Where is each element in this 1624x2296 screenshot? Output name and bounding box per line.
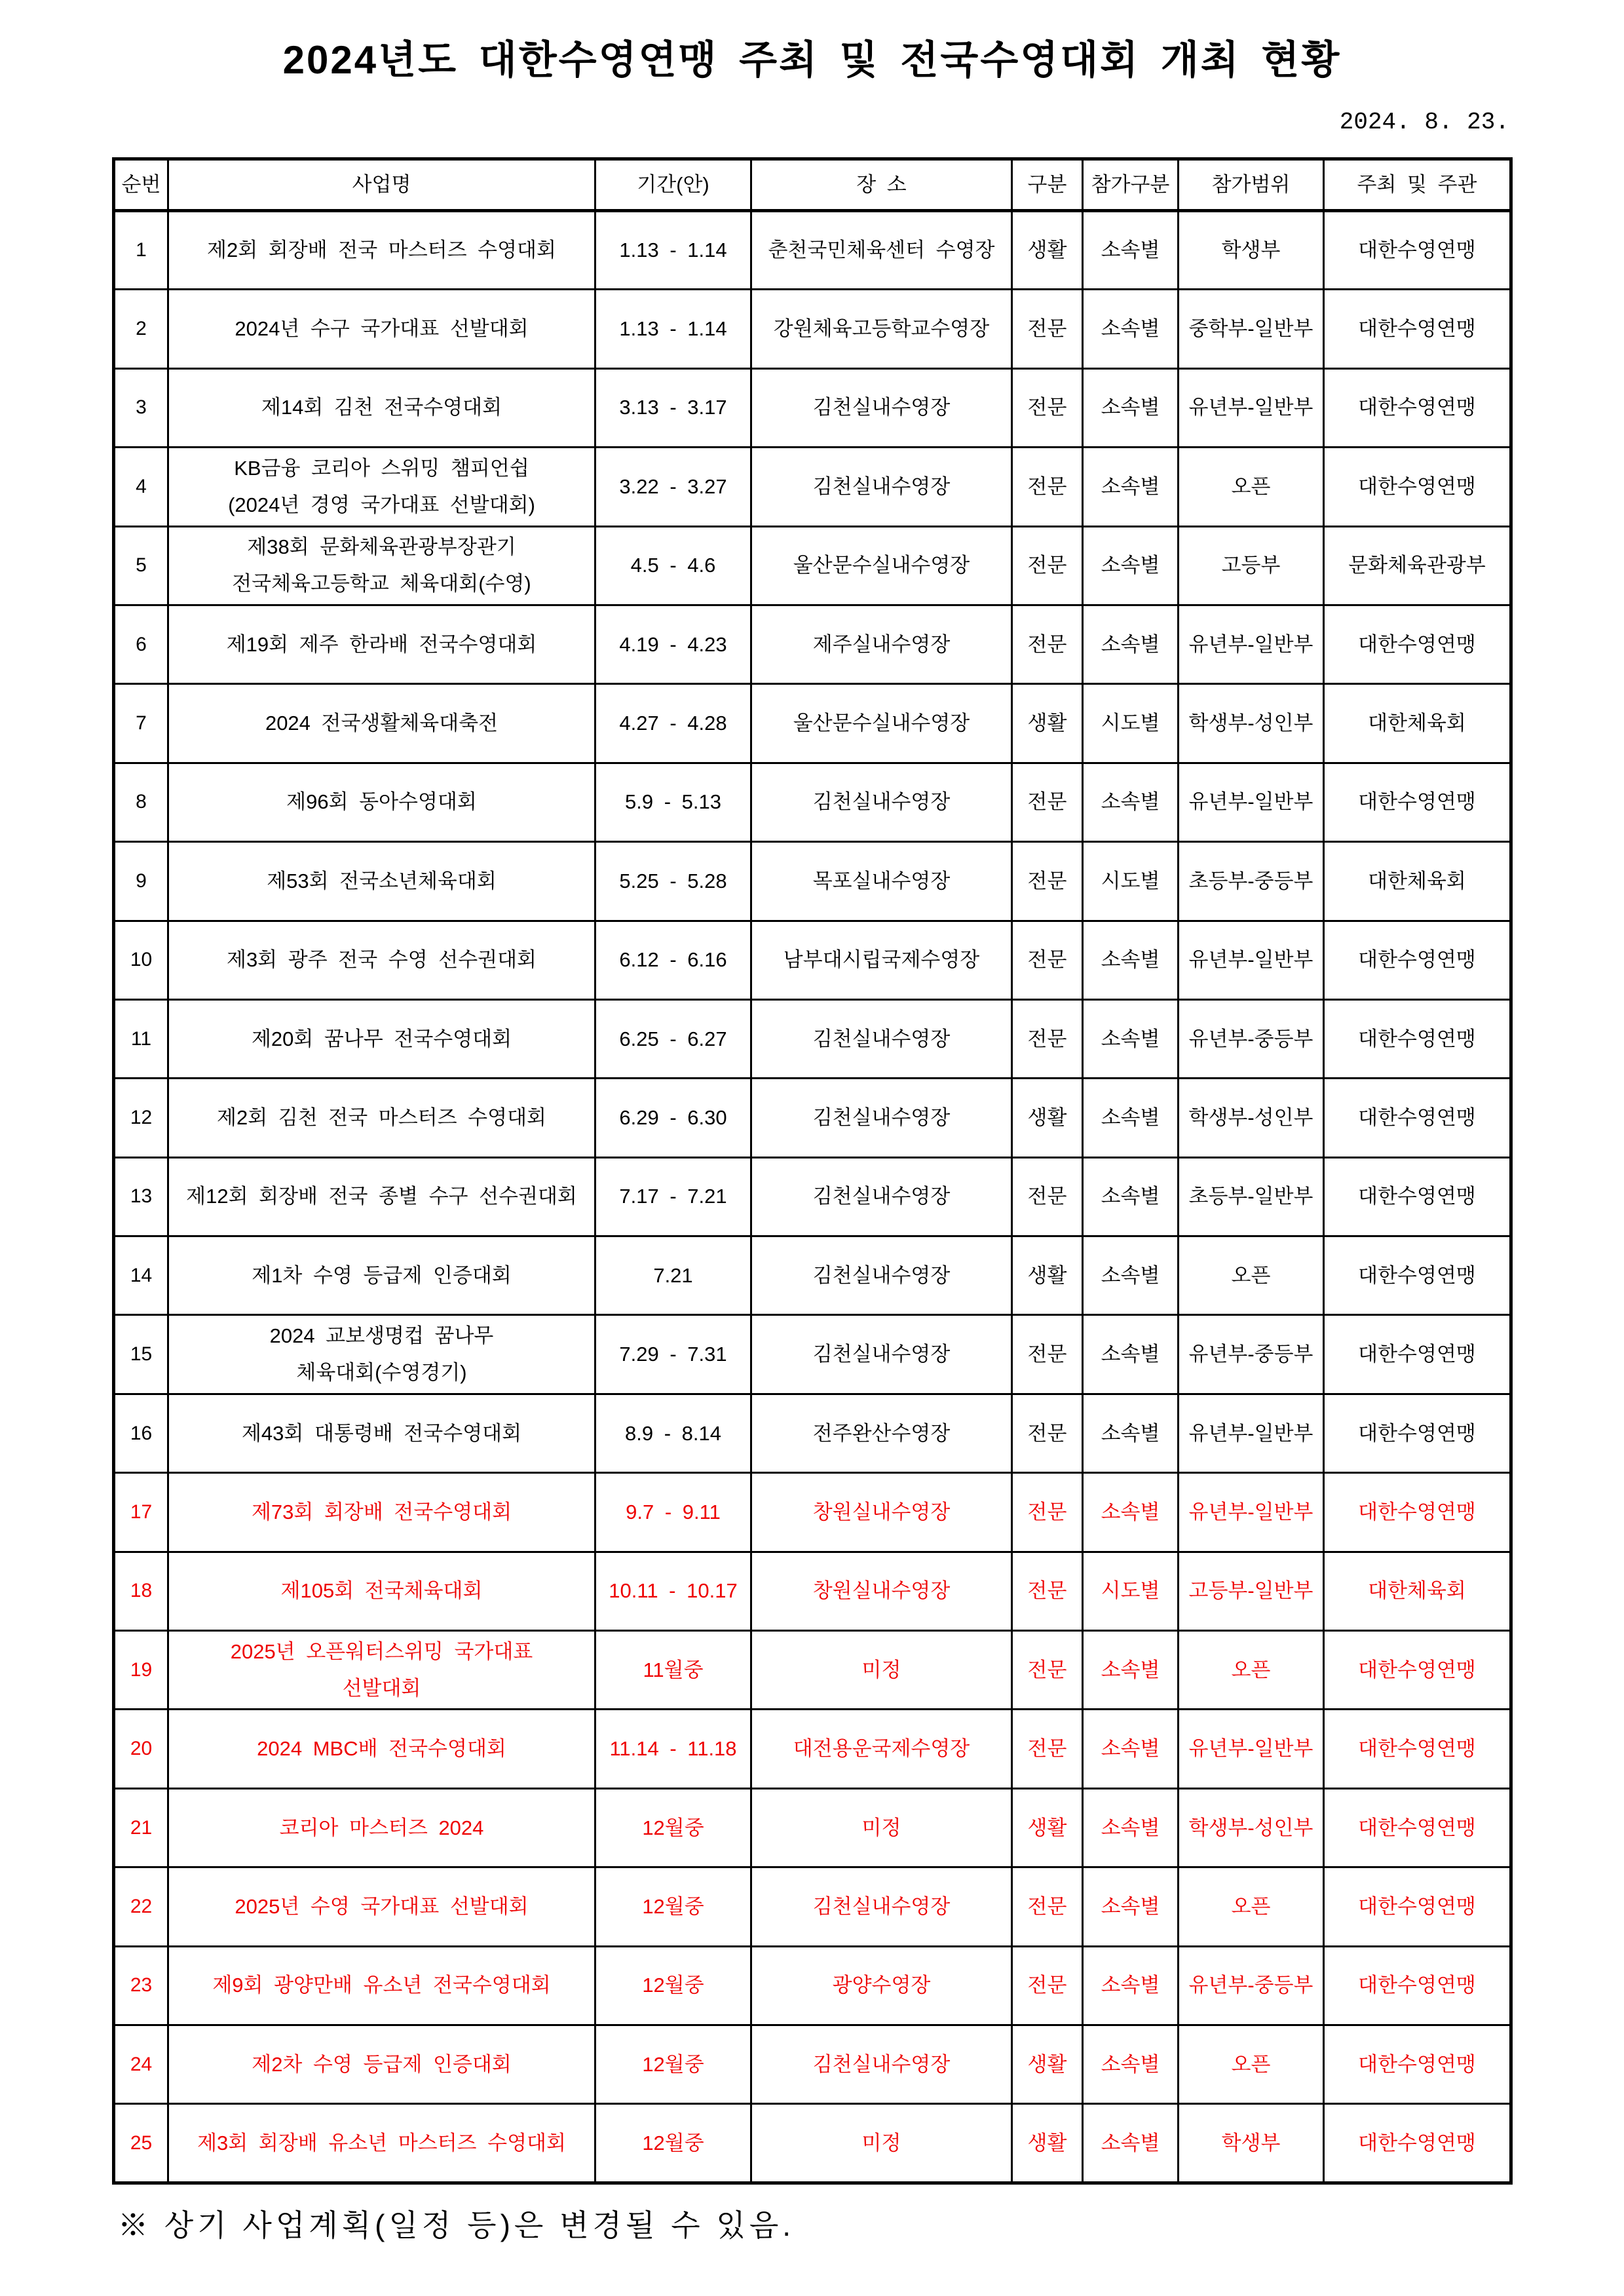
cell-period: 8.9 - 8.14	[595, 1394, 751, 1472]
events-table	[112, 157, 1513, 2185]
table-header	[114, 159, 1511, 211]
table-row	[114, 1315, 1511, 1394]
cell-category: 전문	[1012, 368, 1083, 447]
cell-entry-type: 소속별	[1083, 1157, 1179, 1236]
cell-entry-range: 고등부	[1179, 526, 1324, 605]
cell-number: 11	[114, 999, 168, 1078]
cell-organizer: 대한수영연맹	[1324, 1394, 1511, 1472]
cell-event-name: 제20회 꿈나무 전국수영대회	[168, 999, 595, 1078]
cell-event-name: 제19회 제주 한라배 전국수영대회	[168, 605, 595, 683]
cell-period: 7.21	[595, 1236, 751, 1315]
cell-number: 1	[114, 211, 168, 290]
table-row	[114, 1710, 1511, 1788]
cell-entry-range: 유년부-중등부	[1179, 1315, 1324, 1394]
cell-period: 7.17 - 7.21	[595, 1157, 751, 1236]
document-title: 2024년도 대한수영연맹 주최 및 전국수영대회 개최 현황	[282, 38, 1342, 82]
cell-event-name: 제38회 문화체육관광부장관기 전국체육고등학교 체육대회(수영)	[168, 526, 595, 605]
cell-organizer: 대한수영연맹	[1324, 1631, 1511, 1710]
cell-venue: 미정	[751, 2104, 1012, 2183]
cell-entry-type: 소속별	[1083, 1394, 1179, 1472]
table-row	[114, 763, 1511, 841]
cell-number: 2	[114, 290, 168, 368]
table-row	[114, 999, 1511, 1078]
cell-entry-type: 소속별	[1083, 368, 1179, 447]
cell-entry-type: 소속별	[1083, 1631, 1179, 1710]
cell-period: 3.13 - 3.17	[595, 368, 751, 447]
cell-entry-type: 소속별	[1083, 1710, 1179, 1788]
cell-period: 6.25 - 6.27	[595, 999, 751, 1078]
cell-number: 15	[114, 1315, 168, 1394]
cell-venue: 광양수영장	[751, 1946, 1012, 2025]
cell-number: 25	[114, 2104, 168, 2183]
cell-entry-type: 소속별	[1083, 1473, 1179, 1552]
cell-entry-type: 시도별	[1083, 842, 1179, 921]
cell-venue: 강원체육고등학교수영장	[751, 290, 1012, 368]
cell-event-name: 제105회 전국체육대회	[168, 1552, 595, 1630]
cell-venue: 창원실내수영장	[751, 1473, 1012, 1552]
cell-number: 3	[114, 368, 168, 447]
cell-entry-type: 소속별	[1083, 1315, 1179, 1394]
cell-number: 20	[114, 1710, 168, 1788]
table-row	[114, 526, 1511, 605]
cell-number: 23	[114, 1946, 168, 2025]
table-row	[114, 290, 1511, 368]
cell-number: 24	[114, 2025, 168, 2103]
cell-period: 6.12 - 6.16	[595, 921, 751, 999]
cell-organizer: 문화체육관광부	[1324, 526, 1511, 605]
table-row	[114, 211, 1511, 290]
cell-period: 5.25 - 5.28	[595, 842, 751, 921]
cell-entry-range: 유년부-일반부	[1179, 921, 1324, 999]
cell-venue: 남부대시립국제수영장	[751, 921, 1012, 999]
cell-organizer: 대한수영연맹	[1324, 999, 1511, 1078]
cell-venue: 창원실내수영장	[751, 1552, 1012, 1630]
cell-entry-range: 유년부-일반부	[1179, 368, 1324, 447]
cell-category: 전문	[1012, 1710, 1083, 1788]
cell-venue: 김천실내수영장	[751, 1079, 1012, 1157]
cell-event-name: 제1차 수영 등급제 인증대회	[168, 1236, 595, 1315]
cell-event-name: 제12회 회장배 전국 종별 수구 선수권대회	[168, 1157, 595, 1236]
column-header-entry-type: 참가구분	[1083, 159, 1179, 211]
cell-category: 전문	[1012, 1631, 1083, 1710]
cell-entry-range: 고등부-일반부	[1179, 1552, 1324, 1630]
cell-organizer: 대한수영연맹	[1324, 1946, 1511, 2025]
cell-organizer: 대한수영연맹	[1324, 2025, 1511, 2103]
cell-category: 전문	[1012, 526, 1083, 605]
cell-entry-type: 소속별	[1083, 1236, 1179, 1315]
footnote: ※ 상기 사업계획(일정 등)은 변경될 수 있음.	[118, 2208, 795, 2242]
table-row	[114, 1631, 1511, 1710]
cell-category: 생활	[1012, 1236, 1083, 1315]
cell-number: 14	[114, 1236, 168, 1315]
table-row	[114, 1552, 1511, 1630]
cell-event-name: 제3회 광주 전국 수영 선수권대회	[168, 921, 595, 999]
cell-entry-range: 초등부-일반부	[1179, 1157, 1324, 1236]
cell-entry-range: 유년부-일반부	[1179, 1710, 1324, 1788]
column-header-venue: 장 소	[751, 159, 1012, 211]
cell-event-name: 2025년 오픈워터스위밍 국가대표 선발대회	[168, 1631, 595, 1710]
table-row	[114, 368, 1511, 447]
cell-category: 전문	[1012, 999, 1083, 1078]
cell-event-name: 제2차 수영 등급제 인증대회	[168, 2025, 595, 2103]
cell-organizer: 대한수영연맹	[1324, 921, 1511, 999]
cell-organizer: 대한수영연맹	[1324, 211, 1511, 290]
cell-event-name: 2024 MBC배 전국수영대회	[168, 1710, 595, 1788]
table-row	[114, 921, 1511, 999]
cell-entry-type: 소속별	[1083, 290, 1179, 368]
cell-period: 4.27 - 4.28	[595, 684, 751, 763]
cell-entry-range: 학생부-성인부	[1179, 684, 1324, 763]
cell-venue: 춘천국민체육센터 수영장	[751, 211, 1012, 290]
table-row	[114, 2104, 1511, 2183]
cell-organizer: 대한수영연맹	[1324, 1788, 1511, 1867]
table-row	[114, 684, 1511, 763]
cell-venue: 미정	[751, 1788, 1012, 1867]
cell-venue: 전주완산수영장	[751, 1394, 1012, 1472]
cell-venue: 울산문수실내수영장	[751, 526, 1012, 605]
table-row	[114, 1473, 1511, 1552]
table-row	[114, 1394, 1511, 1472]
cell-event-name: 2024년 수구 국가대표 선발대회	[168, 290, 595, 368]
cell-category: 생활	[1012, 684, 1083, 763]
cell-category: 전문	[1012, 290, 1083, 368]
cell-organizer: 대한체육회	[1324, 684, 1511, 763]
cell-number: 4	[114, 448, 168, 526]
column-header-event-name: 사업명	[168, 159, 595, 211]
cell-venue: 김천실내수영장	[751, 1867, 1012, 1946]
cell-organizer: 대한수영연맹	[1324, 763, 1511, 841]
cell-category: 생활	[1012, 1788, 1083, 1867]
cell-category: 생활	[1012, 1079, 1083, 1157]
cell-venue: 김천실내수영장	[751, 368, 1012, 447]
cell-entry-type: 소속별	[1083, 526, 1179, 605]
table-row	[114, 2025, 1511, 2103]
column-header-category: 구분	[1012, 159, 1083, 211]
cell-venue: 목포실내수영장	[751, 842, 1012, 921]
cell-organizer: 대한수영연맹	[1324, 1473, 1511, 1552]
cell-period: 6.29 - 6.30	[595, 1079, 751, 1157]
cell-entry-range: 오픈	[1179, 2025, 1324, 2103]
cell-number: 6	[114, 605, 168, 683]
cell-period: 5.9 - 5.13	[595, 763, 751, 841]
cell-entry-range: 오픈	[1179, 1631, 1324, 1710]
cell-organizer: 대한체육회	[1324, 842, 1511, 921]
cell-organizer: 대한수영연맹	[1324, 1079, 1511, 1157]
cell-entry-range: 유년부-일반부	[1179, 763, 1324, 841]
cell-entry-type: 소속별	[1083, 763, 1179, 841]
cell-period: 9.7 - 9.11	[595, 1473, 751, 1552]
cell-organizer: 대한수영연맹	[1324, 448, 1511, 526]
cell-entry-type: 소속별	[1083, 1867, 1179, 1946]
cell-entry-range: 오픈	[1179, 448, 1324, 526]
cell-venue: 울산문수실내수영장	[751, 684, 1012, 763]
table-row	[114, 448, 1511, 526]
cell-entry-range: 학생부	[1179, 211, 1324, 290]
cell-number: 9	[114, 842, 168, 921]
cell-event-name: 제14회 김천 전국수영대회	[168, 368, 595, 447]
cell-entry-range: 유년부-중등부	[1179, 1946, 1324, 2025]
cell-entry-type: 소속별	[1083, 211, 1179, 290]
cell-organizer: 대한수영연맹	[1324, 1710, 1511, 1788]
table-row	[114, 1236, 1511, 1315]
column-header-organizer: 주최 및 주관	[1324, 159, 1511, 211]
cell-event-name: 제2회 회장배 전국 마스터즈 수영대회	[168, 211, 595, 290]
cell-event-name: 제2회 김천 전국 마스터즈 수영대회	[168, 1079, 595, 1157]
cell-organizer: 대한체육회	[1324, 1552, 1511, 1630]
cell-category: 전문	[1012, 1394, 1083, 1472]
cell-entry-range: 유년부-일반부	[1179, 1394, 1324, 1472]
cell-period: 4.19 - 4.23	[595, 605, 751, 683]
cell-organizer: 대한수영연맹	[1324, 2104, 1511, 2183]
cell-event-name: 제53회 전국소년체육대회	[168, 842, 595, 921]
column-header-entry-range: 참가범위	[1179, 159, 1324, 211]
cell-number: 18	[114, 1552, 168, 1630]
cell-period: 4.5 - 4.6	[595, 526, 751, 605]
cell-number: 12	[114, 1079, 168, 1157]
table-row	[114, 1079, 1511, 1157]
cell-category: 전문	[1012, 1473, 1083, 1552]
cell-event-name: 제73회 회장배 전국수영대회	[168, 1473, 595, 1552]
cell-venue: 제주실내수영장	[751, 605, 1012, 683]
cell-organizer: 대한수영연맹	[1324, 290, 1511, 368]
cell-venue: 미정	[751, 1631, 1012, 1710]
column-header-period: 기간(안)	[595, 159, 751, 211]
cell-organizer: 대한수영연맹	[1324, 368, 1511, 447]
cell-period: 1.13 - 1.14	[595, 290, 751, 368]
cell-organizer: 대한수영연맹	[1324, 1315, 1511, 1394]
cell-entry-type: 시도별	[1083, 1552, 1179, 1630]
cell-event-name: 2024 전국생활체육대축전	[168, 684, 595, 763]
cell-entry-type: 소속별	[1083, 1079, 1179, 1157]
cell-venue: 김천실내수영장	[751, 2025, 1012, 2103]
cell-period: 12월중	[595, 1788, 751, 1867]
cell-entry-type: 소속별	[1083, 448, 1179, 526]
cell-entry-type: 소속별	[1083, 2025, 1179, 2103]
table-row	[114, 1788, 1511, 1867]
table-row	[114, 1867, 1511, 1946]
cell-venue: 김천실내수영장	[751, 1157, 1012, 1236]
cell-entry-range: 초등부-중등부	[1179, 842, 1324, 921]
cell-category: 전문	[1012, 448, 1083, 526]
cell-entry-range: 학생부-성인부	[1179, 1788, 1324, 1867]
cell-period: 12월중	[595, 1946, 751, 2025]
cell-entry-type: 소속별	[1083, 1946, 1179, 2025]
cell-organizer: 대한수영연맹	[1324, 605, 1511, 683]
cell-period: 11.14 - 11.18	[595, 1710, 751, 1788]
column-header-number: 순번	[114, 159, 168, 211]
cell-number: 21	[114, 1788, 168, 1867]
cell-category: 전문	[1012, 1867, 1083, 1946]
cell-number: 10	[114, 921, 168, 999]
cell-category: 전문	[1012, 842, 1083, 921]
cell-entry-range: 중학부-일반부	[1179, 290, 1324, 368]
cell-venue: 대전용운국제수영장	[751, 1710, 1012, 1788]
cell-organizer: 대한수영연맹	[1324, 1157, 1511, 1236]
cell-category: 전문	[1012, 1315, 1083, 1394]
table-row	[114, 842, 1511, 921]
cell-entry-range: 유년부-중등부	[1179, 999, 1324, 1078]
cell-period: 3.22 - 3.27	[595, 448, 751, 526]
cell-entry-range: 학생부	[1179, 2104, 1324, 2183]
cell-number: 13	[114, 1157, 168, 1236]
cell-venue: 김천실내수영장	[751, 1236, 1012, 1315]
cell-event-name: 2024 교보생명컵 꿈나무 체육대회(수영경기)	[168, 1315, 595, 1394]
cell-category: 전문	[1012, 605, 1083, 683]
document-date: 2024. 8. 23.	[1339, 109, 1509, 136]
cell-venue: 김천실내수영장	[751, 448, 1012, 526]
table-row	[114, 1157, 1511, 1236]
cell-event-name: 제3회 회장배 유소년 마스터즈 수영대회	[168, 2104, 595, 2183]
cell-number: 17	[114, 1473, 168, 1552]
cell-category: 전문	[1012, 1157, 1083, 1236]
cell-entry-type: 소속별	[1083, 999, 1179, 1078]
cell-entry-range: 학생부-성인부	[1179, 1079, 1324, 1157]
cell-entry-type: 소속별	[1083, 605, 1179, 683]
cell-period: 12월중	[595, 2104, 751, 2183]
cell-entry-type: 소속별	[1083, 921, 1179, 999]
table-row	[114, 605, 1511, 683]
table-row	[114, 1946, 1511, 2025]
cell-period: 1.13 - 1.14	[595, 211, 751, 290]
cell-entry-type: 소속별	[1083, 2104, 1179, 2183]
cell-entry-range: 유년부-일반부	[1179, 1473, 1324, 1552]
cell-event-name: 제9회 광양만배 유소년 전국수영대회	[168, 1946, 595, 2025]
cell-entry-range: 유년부-일반부	[1179, 605, 1324, 683]
cell-entry-range: 오픈	[1179, 1236, 1324, 1315]
cell-entry-type: 시도별	[1083, 684, 1179, 763]
cell-period: 10.11 - 10.17	[595, 1552, 751, 1630]
cell-number: 5	[114, 526, 168, 605]
cell-period: 12월중	[595, 1867, 751, 1946]
cell-organizer: 대한수영연맹	[1324, 1867, 1511, 1946]
table-header-row	[114, 159, 1511, 211]
cell-event-name: KB금융 코리아 스위밍 챔피언쉽 (2024년 경영 국가대표 선발대회)	[168, 448, 595, 526]
cell-number: 16	[114, 1394, 168, 1472]
cell-category: 생활	[1012, 211, 1083, 290]
cell-category: 전문	[1012, 1552, 1083, 1630]
cell-period: 12월중	[595, 2025, 751, 2103]
cell-category: 생활	[1012, 2025, 1083, 2103]
table-body	[114, 211, 1511, 2183]
cell-number: 8	[114, 763, 168, 841]
cell-period: 7.29 - 7.31	[595, 1315, 751, 1394]
cell-category: 전문	[1012, 763, 1083, 841]
cell-event-name: 2025년 수영 국가대표 선발대회	[168, 1867, 595, 1946]
cell-venue: 김천실내수영장	[751, 1315, 1012, 1394]
cell-entry-range: 오픈	[1179, 1867, 1324, 1946]
cell-number: 22	[114, 1867, 168, 1946]
cell-event-name: 제96회 동아수영대회	[168, 763, 595, 841]
cell-number: 19	[114, 1631, 168, 1710]
cell-category: 전문	[1012, 1946, 1083, 2025]
cell-event-name: 제43회 대통령배 전국수영대회	[168, 1394, 595, 1472]
cell-organizer: 대한수영연맹	[1324, 1236, 1511, 1315]
cell-entry-type: 소속별	[1083, 1788, 1179, 1867]
cell-event-name: 코리아 마스터즈 2024	[168, 1788, 595, 1867]
cell-number: 7	[114, 684, 168, 763]
cell-period: 11월중	[595, 1631, 751, 1710]
cell-category: 전문	[1012, 921, 1083, 999]
cell-venue: 김천실내수영장	[751, 763, 1012, 841]
cell-venue: 김천실내수영장	[751, 999, 1012, 1078]
cell-category: 생활	[1012, 2104, 1083, 2183]
